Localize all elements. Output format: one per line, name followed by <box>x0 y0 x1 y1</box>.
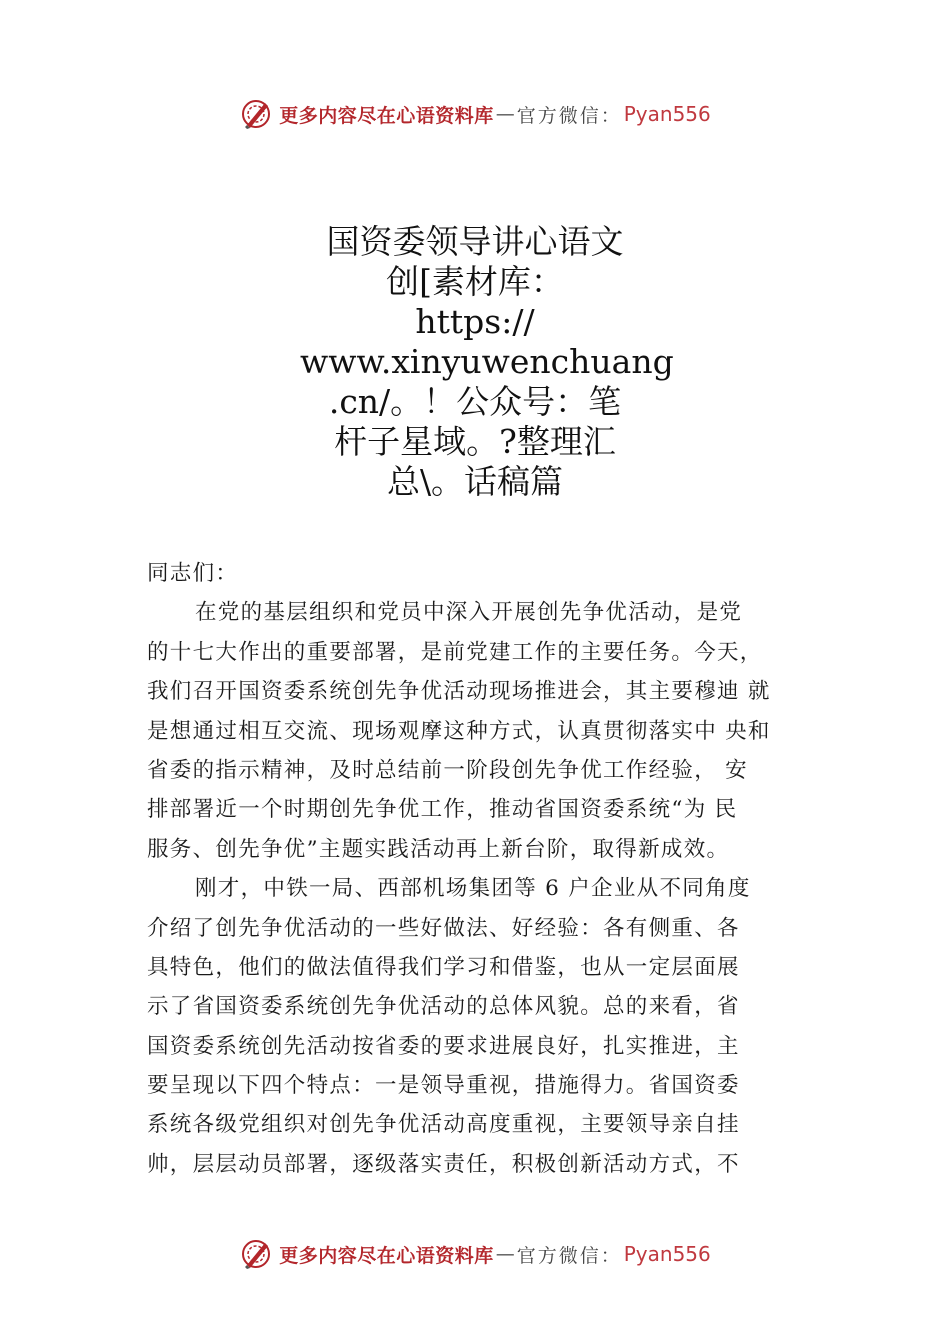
footer-banner <box>0 1232 950 1276</box>
document-body <box>147 554 827 1184</box>
banner-wechat-id: Pyan556 <box>623 1242 711 1266</box>
banner-wechat-label: 官方微信： <box>516 104 622 127</box>
body-line: 排部署近一个时期创先争优工作，推动省国资委系统“为 民 <box>147 797 738 823</box>
banner-brand-text: 更多内容尽在心语资料库 <box>279 1244 494 1267</box>
body-line: 示了省国资委系统创先争优活动的总体风貌。总的来看，省 <box>147 994 740 1020</box>
title-line: 总\。话稿篇 <box>386 462 564 501</box>
banner-dash: — <box>495 103 515 125</box>
title-line: 国资委领导讲心语文 <box>326 222 624 261</box>
body-line: 系统各级党组织对创先争优活动高度重视，主要领导亲自挂 <box>147 1112 740 1138</box>
body-line: 我们召开国资委系统创先争优活动现场推进会，其主要穆迪 就 <box>147 679 771 705</box>
title-line: https:// <box>415 302 535 341</box>
body-line: 在党的基层组织和党员中深入开展创先争优活动，是党 <box>195 600 743 626</box>
body-line: 的十七大作出的重要部署，是前党建工作的主要任务。今天， <box>147 639 763 665</box>
body-line: 介绍了创先争优活动的一些好做法、好经验：各有侧重、各 <box>147 915 740 941</box>
body-line: 具特色，他们的做法值得我们学习和借鉴，也从一定层面展 <box>147 954 740 980</box>
title-line: 创[素材库： <box>386 262 564 301</box>
header-banner <box>0 92 950 136</box>
body-line: 是想通过相互交流、现场观摩这种方式，认真贯彻落实中 央和 <box>147 718 771 744</box>
library-logo-icon <box>239 97 273 131</box>
body-line: 省委的指示精神，及时总结前一阶段创先争优工作经验， 安 <box>147 757 748 783</box>
title-line: 杆子星域。?整理汇 <box>334 422 616 461</box>
title-line: .cn/。！公众号：笔 <box>328 382 622 421</box>
banner-wechat-id: Pyan556 <box>623 102 711 126</box>
body-line: 刚才，中铁一局、西部机场集团等 6 户企业从不同角度 <box>195 876 751 902</box>
body-line: 国资委系统创先活动按省委的要求进展良好，扎实推进，主 <box>147 1033 740 1059</box>
body-line: 服务、创先争优”主题实践活动再上新台阶，取得新成效。 <box>147 836 730 862</box>
banner-dash: — <box>495 1243 515 1265</box>
library-logo-icon <box>239 1237 273 1271</box>
salutation: 同志们： <box>147 561 239 586</box>
body-line: 要呈现以下四个特点：一是领导重视，措施得力。省国资委 <box>147 1073 740 1099</box>
banner-brand-text: 更多内容尽在心语资料库 <box>279 104 494 127</box>
body-line: 帅，层层动员部署，逐级落实责任，积极创新活动方式，不 <box>147 1151 740 1177</box>
title-line: www.xinyuwenchuang <box>300 342 674 381</box>
document-title <box>300 222 674 502</box>
banner-wechat-label: 官方微信： <box>516 1244 622 1267</box>
